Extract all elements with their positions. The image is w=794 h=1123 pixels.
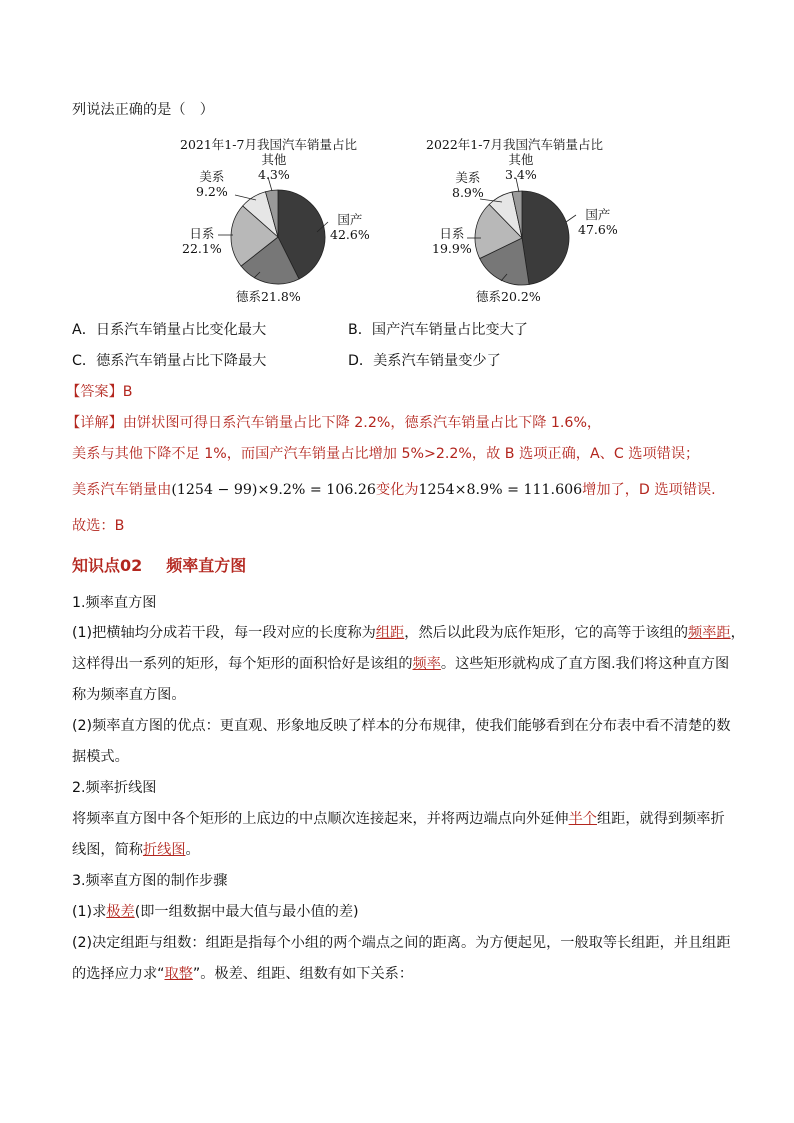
heading-3: 3.频率直方图的制作步骤	[72, 873, 228, 889]
question-tail: 列说法正确的是（ ）	[72, 102, 214, 118]
math-expression-1: (1254 − 99)×9.2% = 106.26	[171, 482, 376, 498]
section-number: 知识点02	[72, 556, 143, 575]
chart-title-2022: 2022年1-7月我国汽车销量占比	[426, 137, 603, 152]
detail-line-2: 美系与其他下降不足 1%，而国产汽车销量占比增加 5%>2.2%，故 B 选项正确，A、C 选项错误；	[72, 446, 700, 462]
p1l2b: 。这些矩形就构成了直方图.我们将这种直方图	[440, 656, 730, 672]
conclusion: 故选：B	[72, 518, 125, 534]
detail-line-1	[66, 413, 601, 433]
section-title: 频率直方图	[166, 556, 247, 575]
term-range: 极差	[106, 904, 135, 920]
chart-title-2021: 2021年1-7月我国汽车销量占比	[180, 137, 357, 152]
option-a: A．日系汽车销量占比变化最大	[72, 322, 267, 338]
detail-text-3a: 美系汽车销量由	[72, 482, 172, 498]
para-3-line-2	[72, 840, 200, 860]
heading-1: 1.频率直方图	[72, 595, 157, 611]
step-2-line-1: (2)决定组距与组数：组距是指每个小组的两个端点之间的距离。为方便起见，一般取等长组距，并且组距	[72, 935, 731, 951]
detail-text-3c: 增加了，D 选项错误.	[582, 482, 716, 498]
label-other-2022: 其他 3.4%	[505, 152, 537, 182]
p1c: ，	[730, 625, 745, 641]
label-other-2021: 其他 4.3%	[258, 152, 290, 182]
label-us-2022: 美系 8.9%	[452, 170, 484, 200]
label-jp-2022: 日系 19.9%	[432, 226, 472, 256]
section-heading	[72, 553, 246, 576]
term-frequency: 频率	[412, 656, 441, 672]
label-de-2021: 德系21.8%	[236, 289, 301, 304]
p3a: 将频率直方图中各个矩形的上底边的中点顺次连接起来，并将两边端点向外延伸	[72, 811, 569, 827]
option-b: B．国产汽车销量占比变大了	[348, 322, 528, 338]
para-3-line-1	[72, 809, 725, 829]
s2l2b: ”。极差、组距、组数有如下关系：	[192, 966, 414, 982]
p3b: 组距，就得到频率折	[596, 811, 725, 827]
s2l2a: 的选择应力求“	[72, 966, 165, 982]
step-1	[72, 902, 359, 922]
label-us-2021: 美系 9.2%	[196, 169, 228, 199]
p3l2a: 线图，简称	[72, 842, 143, 858]
detail-text-1: 由饼状图可得日系汽车销量占比下降 2.2%，德系汽车销量占比下降 1.6%，	[122, 415, 602, 431]
label-cn-2022: 国产 47.6%	[578, 207, 618, 237]
term-line-chart: 折线图	[142, 842, 186, 858]
para-1-line-1	[72, 623, 745, 643]
label-jp-2021: 日系 22.1%	[182, 226, 222, 256]
term-freq-width: 频率距	[688, 625, 731, 641]
para-2-line-2: 据模式。	[72, 749, 129, 765]
s1b: (即一组数据中最大值与最小值的差)	[134, 904, 359, 920]
term-group-width: 组距	[375, 625, 405, 641]
para-1-line-2	[72, 654, 729, 674]
answer	[66, 382, 133, 402]
math-expression-2: 1254×8.9% = 111.606	[418, 482, 583, 498]
s1a: (1)求	[72, 904, 107, 920]
leader-line-2022-4	[566, 215, 576, 222]
label-cn-2021: 国产 42.6%	[330, 212, 370, 242]
label-de-2022: 德系20.2%	[476, 289, 541, 304]
option-d: D．美系汽车销量变少了	[348, 353, 501, 369]
p1a: (1)把横轴均分成若干段，每一段对应的长度称为	[72, 625, 376, 641]
detail-text-3b: 变化为	[375, 482, 419, 498]
detail-tag: 【详解】	[66, 415, 123, 431]
term-round: 取整	[164, 966, 193, 982]
p1l2a: 这样得出一系列的矩形，每个矩形的面积恰好是该组的	[72, 656, 413, 672]
step-2-line-2	[72, 964, 413, 984]
para-2-line-1: (2)频率直方图的优点：更直观、形象地反映了样本的分布规律，使我们能够看到在分布表中看不清楚的数	[72, 718, 731, 734]
term-half: 半个	[568, 811, 597, 827]
detail-line-3	[72, 480, 716, 500]
para-1-line-3: 称为频率直方图。	[72, 687, 186, 703]
heading-2: 2.频率折线图	[72, 780, 157, 796]
p3l2b: 。	[185, 842, 200, 858]
option-c: C．德系汽车销量占比下降最大	[72, 353, 267, 369]
answer-tag: 【答案】	[66, 384, 123, 400]
p1b: ，然后以此段为底作矩形，它的高等于该组的	[404, 625, 689, 641]
answer-value: B	[122, 384, 133, 400]
pie-slice-cn-2022	[522, 191, 569, 284]
